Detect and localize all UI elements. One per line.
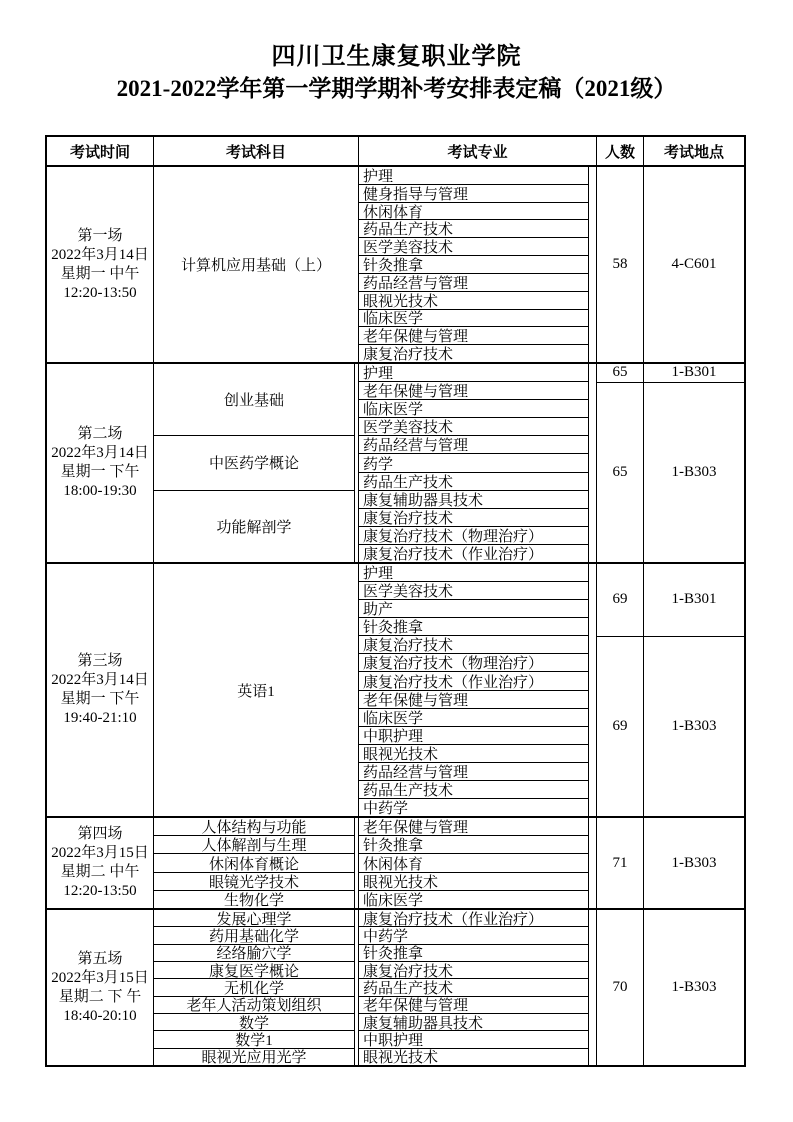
major-cell: 康复治疗技术（作业治疗） [359,672,589,690]
session-time-line: 星期二 下 午 [58,988,142,1005]
major-cell: 中职护理 [359,727,589,745]
major-cell: 眼视光技术 [359,292,589,310]
location-cell: 1-B303 [671,979,717,995]
major-cell: 健身指导与管理 [359,185,589,203]
session-time-cell [47,167,154,362]
session-time-line: 第一场 [77,227,123,244]
location-cell: 1-B303 [671,854,717,871]
headcount-cell: 71 [612,854,628,871]
exam-session-row [47,167,744,362]
major-cell: 针灸推拿 [359,256,589,274]
session-time-line: 第五场 [77,950,123,967]
location-column [644,564,744,816]
major-cell: 药品生产技术 [359,473,589,491]
major-cell: 药品生产技术 [359,220,589,238]
session-time-line: 星期二 中午 [60,864,140,880]
major-column [359,167,597,362]
session-time-line: 2022年3月14日 [51,672,149,688]
location-cell: 1-B303 [671,717,717,734]
major-cell: 药学 [359,454,589,472]
major-column [359,818,597,908]
major-cell: 中药学 [359,927,589,944]
subject-cell: 英语1 [237,683,275,700]
subject-cell: 休闲体育概论 [154,854,355,872]
title-line-2: 2021-2022学年第一学期学期补考安排表定稿（2021级） [116,76,677,101]
subject-cell: 发展心理学 [154,910,355,927]
major-cell: 药品经营与管理 [359,436,589,454]
major-cell: 医学美容技术 [359,418,589,436]
subject-cell: 数学 [154,1014,355,1031]
session-time-line: 第二场 [77,426,123,442]
major-cell: 康复治疗技术（物理治疗） [359,527,589,545]
major-cell: 眼视光技术 [359,1049,589,1065]
major-column [359,910,597,1065]
subject-cell: 人体解剖与生理 [154,836,355,854]
major-cell: 康复治疗技术（作业治疗） [359,545,589,562]
exam-session-row [47,562,744,816]
session-time-line: 星期一 中午 [60,265,140,282]
subject-cell: 数学1 [154,1031,355,1048]
column-header-exam-major: 考试专业 [359,137,597,165]
session-time-line: 2022年3月14日 [51,246,149,263]
session-time-line: 12:20-13:50 [63,883,137,899]
major-cell: 康复治疗技术 [359,345,589,362]
subject-cell: 经络腧穴学 [154,945,355,962]
major-cell: 临床医学 [359,709,589,727]
subject-cell: 眼镜光学技术 [154,873,355,891]
major-cell: 康复治疗技术（作业治疗） [359,910,589,927]
major-cell: 护理 [359,564,589,582]
major-cell: 药品生产技术 [359,979,589,996]
session-time-line: 18:00-19:30 [63,483,137,499]
major-cell: 康复治疗技术 [359,962,589,979]
exam-session-row [47,908,744,1065]
headcount-column [597,910,644,1065]
major-cell: 助产 [359,600,589,618]
major-cell: 老年保健与管理 [359,691,589,709]
headcount-cell: 69 [597,564,643,637]
major-cell: 康复治疗技术 [359,636,589,654]
major-cell: 针灸推拿 [359,618,589,636]
headcount-cell: 58 [612,256,628,272]
major-cell: 眼视光技术 [359,873,589,891]
major-cell: 休闲体育 [359,854,589,872]
major-cell: 老年保健与管理 [359,997,589,1014]
session-time-line: 2022年3月15日 [51,969,149,986]
location-cell: 1-B301 [644,364,744,383]
major-cell: 中职护理 [359,1031,589,1048]
subject-cell: 功能解剖学 [154,491,355,562]
column-header-headcount: 人数 [597,137,644,165]
location-cell: 4-C601 [671,256,717,272]
major-cell: 针灸推拿 [359,836,589,854]
headcount-cell: 65 [612,463,628,480]
major-cell: 药品经营与管理 [359,763,589,781]
major-cell: 康复辅助器具技术 [359,1014,589,1031]
major-cell: 护理 [359,167,589,185]
major-cell: 临床医学 [359,310,589,328]
session-time-line: 星期一 下午 [60,691,140,707]
session-time-line: 19:40-21:10 [63,710,137,726]
subject-cell: 人体结构与功能 [154,818,355,836]
major-column [359,364,597,562]
column-header-exam-subject: 考试科目 [154,137,359,165]
headcount-column [597,167,644,362]
column-header-exam-time: 考试时间 [47,137,154,165]
major-cell: 护理 [359,364,589,382]
session-time-line: 12:20-13:50 [63,284,137,301]
session-time-line: 星期一 下午 [60,464,140,480]
session-time-cell [47,910,154,1065]
headcount-cell: 69 [612,717,628,734]
major-cell: 休闲体育 [359,203,589,221]
column-header-exam-location: 考试地点 [663,144,724,161]
major-cell: 老年保健与管理 [359,382,589,400]
major-cell: 临床医学 [359,400,589,418]
subject-column [154,564,359,816]
session-time-line: 18:40-20:10 [63,1007,137,1024]
table-header-row [47,137,744,167]
major-cell: 康复治疗技术（物理治疗） [359,654,589,672]
location-cell: 1-B301 [644,564,744,637]
location-column [644,364,744,562]
major-cell: 药品经营与管理 [359,274,589,292]
session-time-cell [47,818,154,908]
major-cell: 针灸推拿 [359,945,589,962]
headcount-column [597,564,644,816]
major-cell: 眼视光技术 [359,745,589,763]
subject-cell: 生物化学 [154,891,355,908]
headcount-cell: 70 [612,979,628,995]
session-time-cell [47,564,154,816]
headcount-cell: 65 [597,364,643,383]
location-column [644,818,744,908]
subject-cell: 中医药学概论 [154,436,355,490]
session-time-line: 2022年3月14日 [51,445,149,461]
document-title [0,42,793,104]
major-cell: 老年保健与管理 [359,818,589,836]
location-column [644,910,744,1065]
major-cell: 医学美容技术 [359,582,589,600]
subject-cell: 药用基础化学 [154,927,355,944]
exam-schedule-table [45,135,746,1067]
subject-cell: 创业基础 [154,364,355,436]
subject-column [154,910,359,1065]
subject-cell: 无机化学 [154,979,355,996]
major-cell: 老年保健与管理 [359,327,589,345]
session-time-line: 第四场 [77,826,123,842]
major-column [359,564,597,816]
location-column [644,167,744,362]
headcount-column [597,818,644,908]
major-cell: 临床医学 [359,891,589,908]
subject-column [154,818,359,908]
major-cell: 康复治疗技术 [359,509,589,527]
exam-session-row [47,362,744,562]
session-time-line: 2022年3月15日 [51,845,149,861]
major-cell: 中药学 [359,799,589,816]
table-body [47,167,744,1065]
location-cell: 1-B303 [671,463,717,480]
session-time-line: 第三场 [77,653,123,669]
session-time-cell [47,364,154,562]
subject-cell: 老年人活动策划组织 [154,997,355,1014]
subject-cell: 计算机应用基础（上） [180,258,331,274]
subject-column [154,364,359,562]
subject-cell: 眼视光应用光学 [154,1049,355,1065]
headcount-column [597,364,644,562]
major-cell: 康复辅助器具技术 [359,491,589,509]
major-cell: 药品生产技术 [359,781,589,799]
subject-column [154,167,359,362]
exam-session-row [47,816,744,908]
subject-cell: 康复医学概论 [154,962,355,979]
title-line-1: 四川卫生康复职业学院 [271,44,522,70]
major-cell: 医学美容技术 [359,238,589,256]
